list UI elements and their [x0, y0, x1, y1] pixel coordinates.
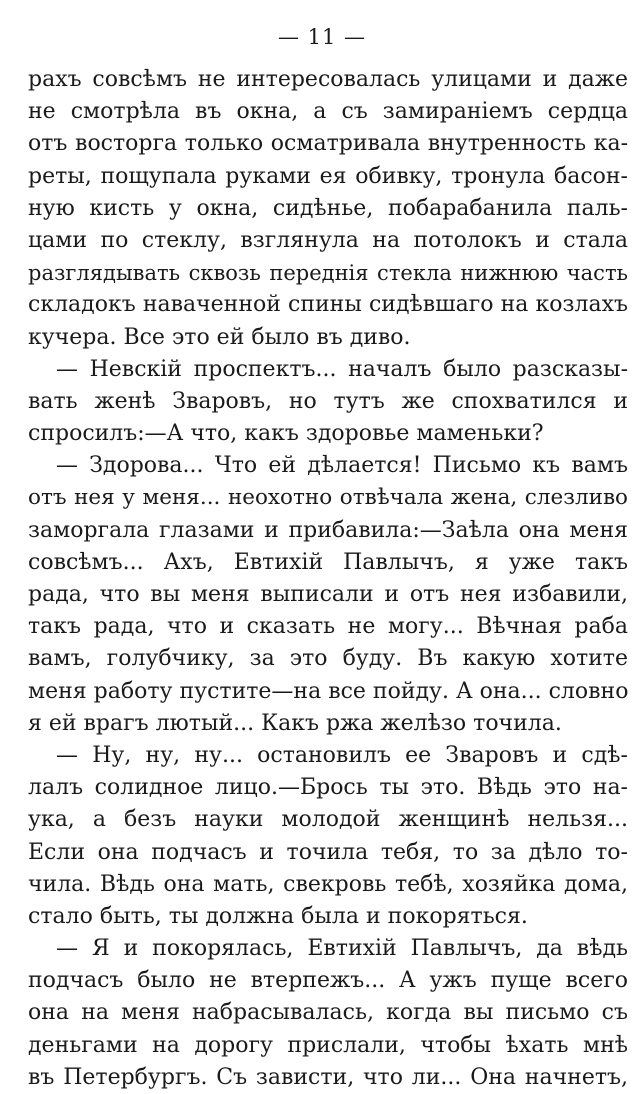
text-line: подчасъ было не втерпежъ... А ужъ пуще всего [28, 968, 628, 994]
text-line: отъ восторга только осматривала внутренность ка- [28, 131, 628, 157]
text-line: деньгами на дорогу прислали, чтобы ѣхать мнѣ [28, 1032, 628, 1058]
text-line: реты, пощупала руками ея обивку, тронула басон- [28, 163, 628, 189]
text-line: — Ну, ну, ну... остановилъ ее Зваровъ и сдѣ- [56, 742, 628, 768]
text-line: складокъ наваченной спины сидѣвшаго на козлахъ [28, 292, 628, 318]
text-line: заморгала глазами и прибавила:—Заѣла она меня [28, 517, 628, 543]
text-line: — Здорова... Что ей дѣлается! Письмо къ вамъ [56, 453, 628, 479]
text-line: цами по стеклу, взглянула на потолокъ и стала [28, 227, 628, 253]
text-line: — Невскій проспектъ... началъ было разсказы- [56, 356, 628, 382]
text-line: она на меня набрасывалась, когда вы письмо съ [28, 1000, 628, 1026]
text-line: ука, а безъ науки молодой женщинѣ нельзя... [28, 807, 628, 833]
text-line: не смотрѣла въ окна, а съ замираніемъ сердца [28, 99, 628, 125]
text-line: спросилъ:—А что, какъ здоровье маменьки? [28, 421, 544, 447]
body-text [28, 64, 628, 1094]
text-line: я ей врагъ лютый... Какъ ржа желѣзо точила. [28, 710, 562, 736]
text-line: меня работу пустите—на все пойду. А она... словно [28, 678, 628, 704]
text-line: такъ рада, что и сказать не могу... Вѣчная раба [28, 614, 628, 640]
text-line: совсѣмъ... Ахъ, Евтихій Павлычъ, я уже такъ [28, 549, 628, 575]
text-line: рахъ совсѣмъ не интересовалась улицами и даже [28, 67, 628, 92]
page-number: — 11 — [277, 25, 367, 49]
text-line: вамъ, голубчику, за это буду. Въ какую хотите [28, 646, 628, 672]
text-line: чила. Вѣдь она мать, свекровь тебѣ, хозяйка дома, [28, 871, 628, 897]
text-line: ную кисть у окна, сидѣнье, побарабанила паль- [28, 195, 628, 221]
text-line: Если она подчасъ и точила тебя, то за дѣло то- [28, 839, 628, 865]
text-line: въ Петербургъ. Съ зависти, что ли... Она начнетъ, [28, 1064, 628, 1090]
text-line: стало быть, ты должна была и покоряться. [28, 903, 528, 929]
text-line: лалъ солидное лицо.—Брось ты это. Вѣдь это на- [28, 775, 628, 801]
text-line: — Я и покорялась, Евтихій Павлычъ, да вѣдь [56, 936, 628, 962]
text-line: кучера. Все это ей было въ диво. [28, 324, 411, 350]
text-line: рада, что вы меня выписали и отъ нея избавили, [28, 582, 628, 607]
text-line: отъ нея у меня... неохотно отвѣчала жена, слезливо [28, 485, 628, 511]
text-line: разглядывать сквозь переднія стекла нижнюю часть [28, 261, 628, 286]
text-line: вать женѣ Зваровъ, но тутъ же спохватился и [28, 388, 628, 414]
